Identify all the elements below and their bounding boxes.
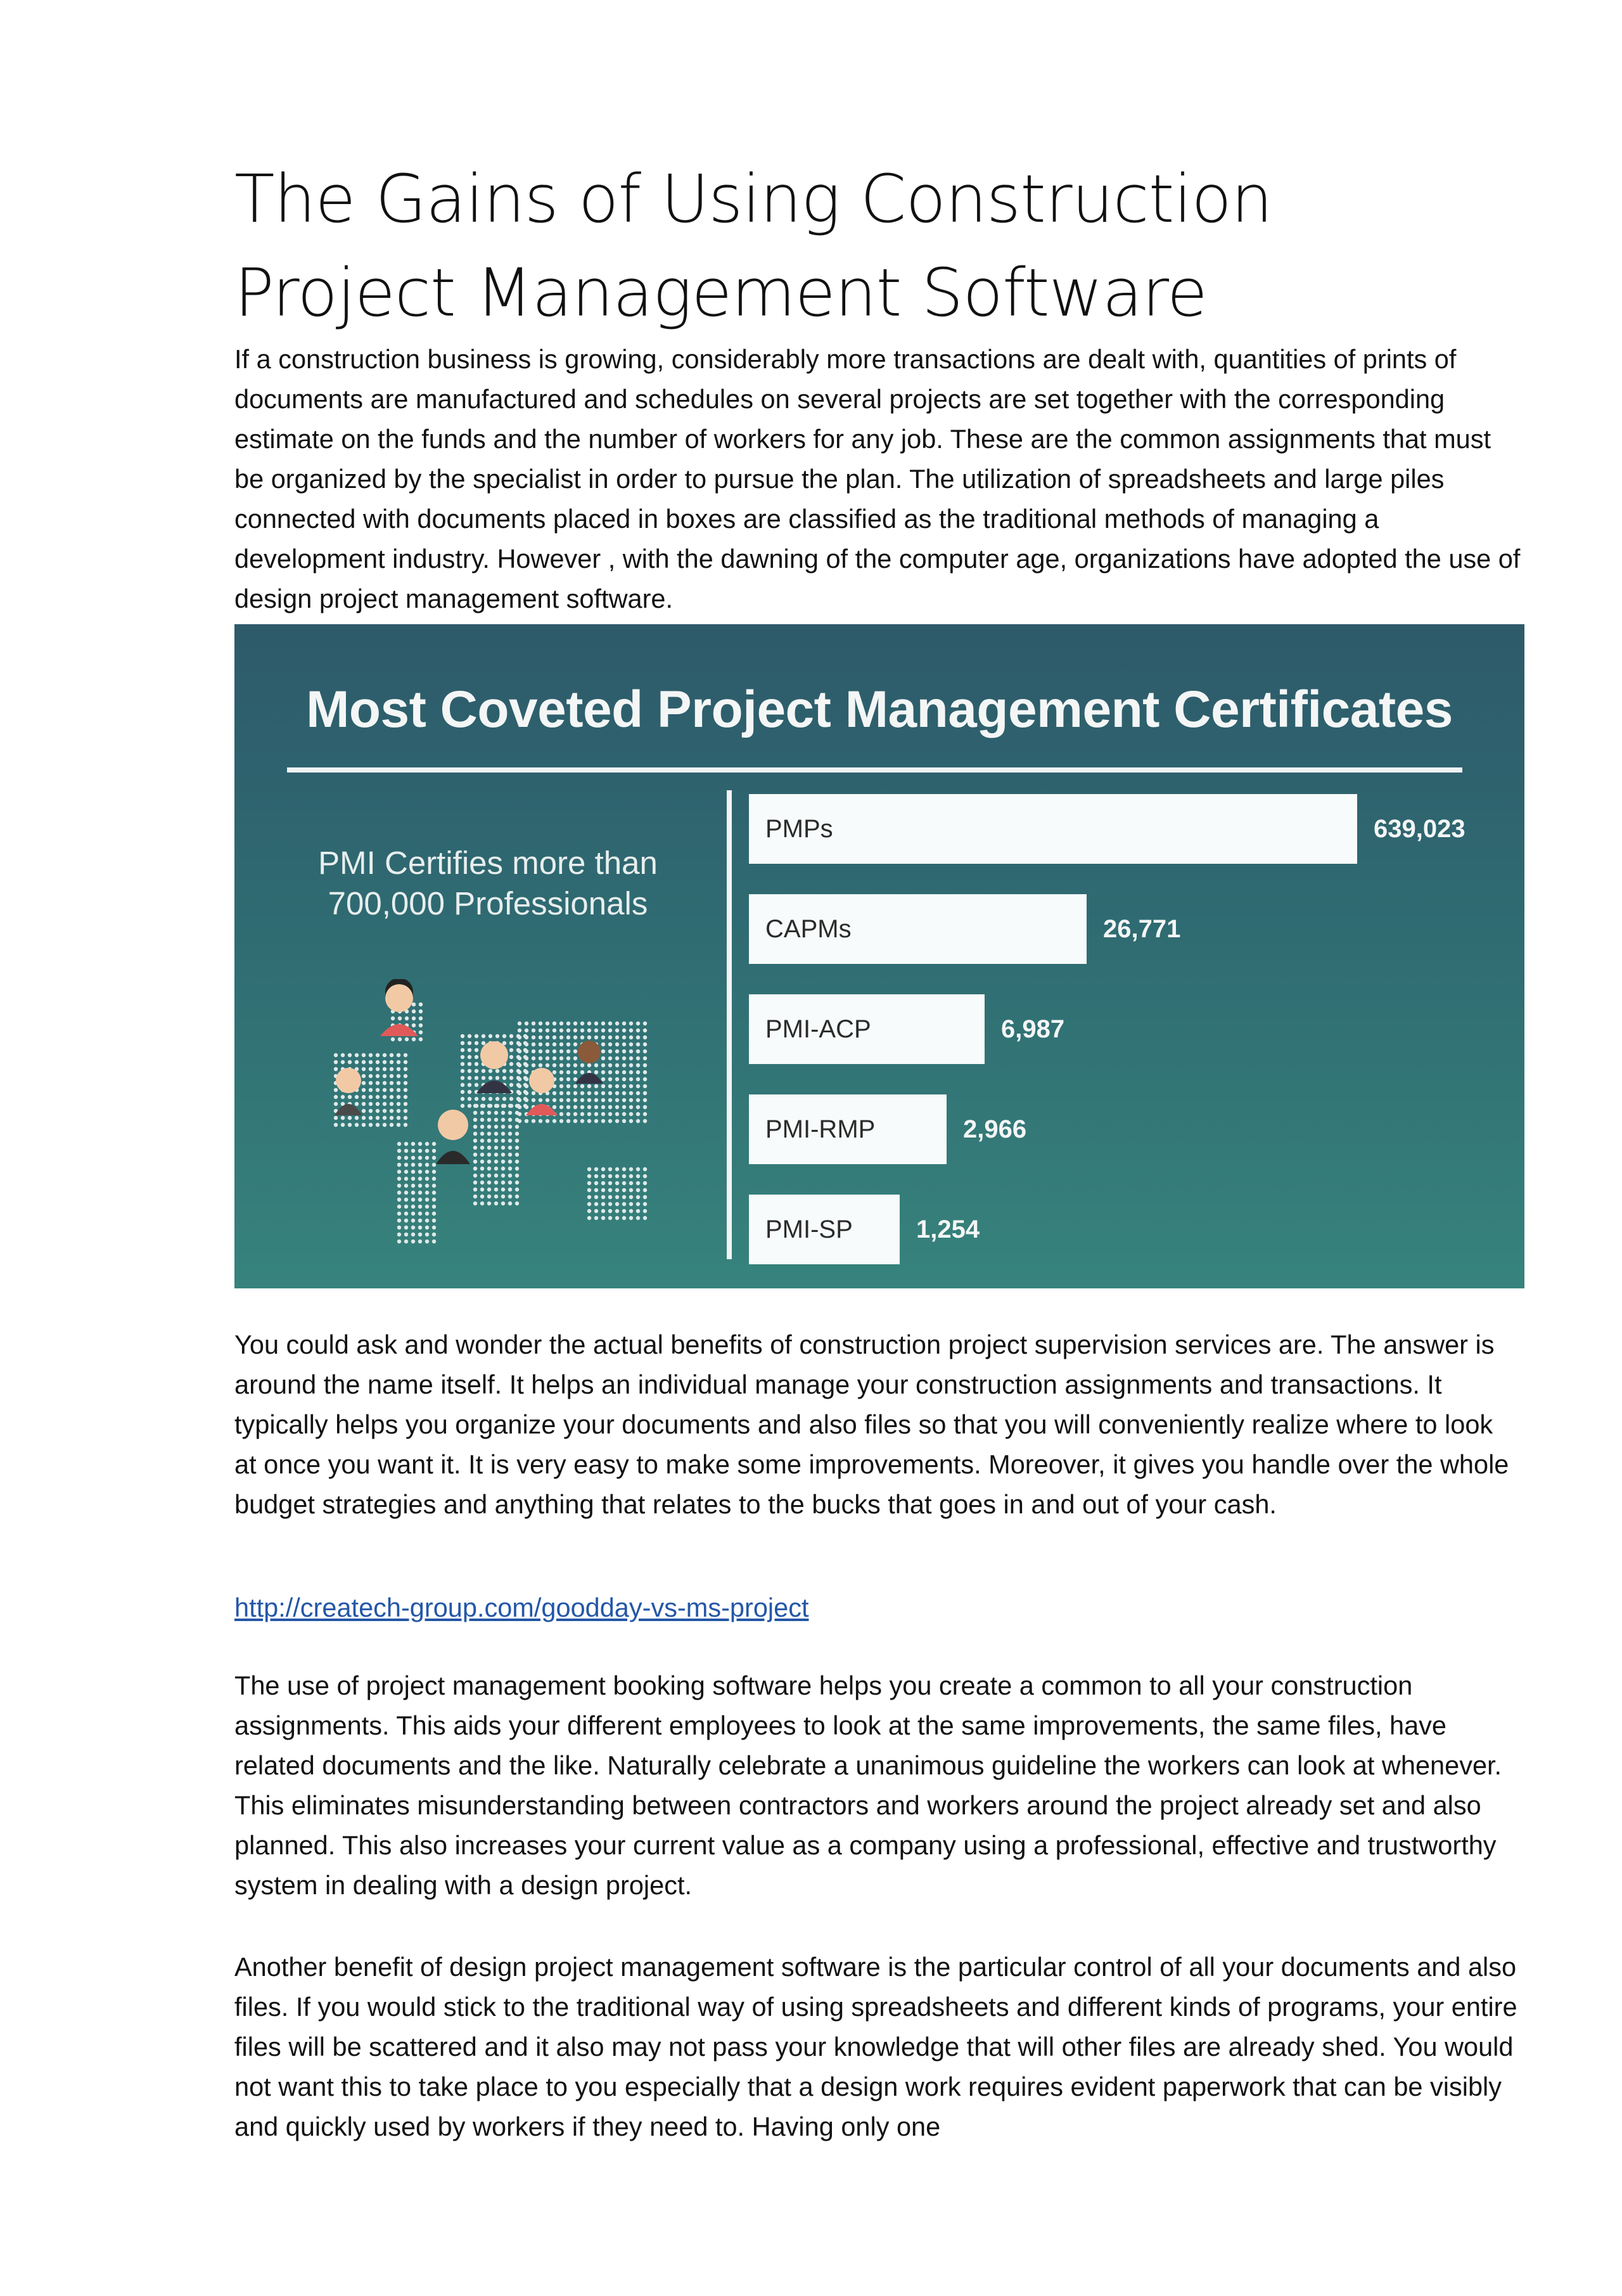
subtitle-line-1: PMI Certifies more than [318,845,658,881]
chart-axis-line [727,790,732,1259]
chart-bar [749,1094,947,1164]
chart-bar [749,1195,900,1264]
createch-link[interactable]: http://createch-group.com/goodday-vs-ms-project [234,1593,809,1622]
infographic-subtitle [291,843,684,924]
chart-data-label: 6,987 [1001,1015,1065,1043]
subtitle-line-2: 700,000 Professionals [328,885,648,921]
chart-data-label: 1,254 [916,1215,980,1243]
world-map-with-people-icon [317,979,697,1258]
chart-bar-label: PMI-ACP [765,1015,871,1043]
title-divider [287,767,1462,773]
certificates-infographic [234,624,1524,1288]
paragraph-intro: If a construction business is growing, considerably more transactions are dealt with, quantities of prints of documents are manufactured and schedules on several projects are set together with the corresponding estimate on the funds and the number of workers for any job. These are the common assignments that must be organized by the specialist in order to pursue the plan. The utilization of spreadsheets and large piles connected with documents placed in boxes are classified as the traditional methods of managing a development industry. However , with the dawning of the computer age, organizations have adopted the use of design project management software. [234,344,1521,613]
chart-bar-label: PMPs [765,815,833,843]
chart-title: Most Coveted Project Management Certificates [306,681,1453,738]
chart-bar-label: CAPMs [765,915,852,943]
paragraph-document-control: Another benefit of design project management software is the particular control of all your documents and also files. If you would stick to the traditional way of using spreadsheets and different kinds of programs, your entire files will be scattered and it also may not pass your knowledge that will other files are already shed. You would not want this to take place to you especially that a design work requires evident paperwork that can be visibly and quickly used by workers if they need to. Having only one [234,1952,1517,2141]
person-icon [380,979,418,1036]
chart-data-label: 2,966 [963,1115,1027,1143]
chart-bar [749,994,985,1064]
paragraph-benefits: You could ask and wonder the actual benefits of construction project supervision services are. The answer is around the name itself. It helps an individual manage your construction assignments and transactions. It typically helps you organize your documents and also files so that you will conveniently realize where to look at once you want it. It is very easy to make some improvements. Moreover, it gives you handle over the whole budget strategies and anything that relates to the bucks that goes in and out of your cash. [234,1330,1509,1519]
chart-data-label: 26,771 [1103,915,1181,943]
page-title: The Gains of Using Construction Project Management Software [234,160,1272,331]
chart-bar [749,894,1087,964]
chart-bar-label: PMI-RMP [765,1115,876,1143]
chart-bar-label: PMI-SP [765,1215,853,1243]
paragraph-scheduling: The use of project management booking software helps you create a common to all your construction assignments. This aids your different employees to look at the same improvements, the same files, have related documents and the like. Naturally celebrate a unanimous guideline the workers can look at whenever. This eliminates misunderstanding between contractors and workers around the project already set and also planned. This also increases your current value as a company using a professional, effective and trustworthy system in dealing with a design project. [234,1671,1502,1900]
chart-bar [749,794,1357,864]
chart-data-label: 639,023 [1374,815,1466,843]
